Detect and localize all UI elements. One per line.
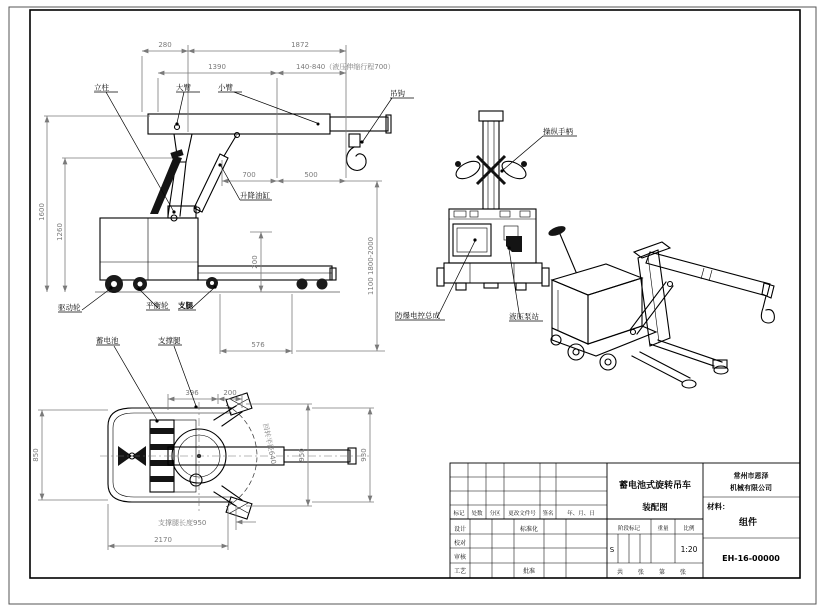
dim-1872: 1872 [291,41,309,49]
scale-label: 比例 [683,526,695,532]
rear-view [437,111,549,290]
stage-label: 阶段标记 [617,526,641,532]
dim-396: 396 [185,389,199,397]
drawing-frame [9,7,816,604]
dim-200-top: 200 [223,389,237,397]
material-value: 组件 [738,518,758,528]
dim-576: 576 [251,341,265,349]
weight-label: 重量 [657,526,669,532]
top-view [100,393,372,519]
rev-header-date: 年、月、日 [567,511,595,517]
label-rotation-range: 回转半径640 [261,422,278,465]
dim-1260: 1260 [56,223,64,241]
dim-700: 700 [242,171,256,179]
dim-280: 280 [158,41,172,49]
label-big-arm: 大臂 [176,83,191,92]
title-block [450,463,800,578]
drawing-subtitle: 装配图 [642,503,668,513]
dim-200-side: 200 [251,255,259,269]
dim-950: 950 [298,448,306,462]
label-lift-cylinder: 升降油缸 [240,191,270,200]
rev-header-mark: 标记 [453,511,465,517]
role-audit: 审核 [453,554,467,561]
dim-1390: 1390 [208,63,226,71]
label-outrigger: 支腿 [178,301,193,310]
sheet-zhang2: 张 [679,569,687,576]
role-design: 设计 [453,526,467,533]
label-leg-length: 支撑腿长度950 [158,519,207,527]
label-control-box: 防爆电控总成 [395,311,440,320]
label-small-arm: 小臂 [218,83,233,92]
dim-2170: 2170 [154,536,172,544]
dim-height-range: 1100 1800-2000 [367,236,375,296]
role-process: 工艺 [453,568,467,575]
label-battery: 蓄电池 [96,336,119,345]
sheet-page-label: 第 [658,569,666,576]
sheet-zhang1: 张 [637,569,645,576]
rev-header-zone: 分区 [489,511,501,517]
dim-telescopic-stroke: 140-840（液压伸缩行程700） [296,63,395,71]
rev-header-sign: 签名 [542,511,554,517]
drawing-title: 蓄电池式旋转吊车 [618,481,692,491]
stage-value: S [609,546,615,554]
label-handle: 操纵手柄 [543,127,573,136]
dim-1600: 1600 [38,203,46,221]
isometric-view [547,224,774,388]
top-view-labels [96,335,198,423]
side-view-dimensions [38,41,395,354]
label-pump-station: 液压泵站 [509,312,539,321]
material-label: 材料： [707,502,730,511]
label-balance-wheel: 平衡轮 [146,301,169,310]
company-name-line1: 常州市恩泽 [733,472,769,480]
company-name-line2: 机械有限公司 [730,484,772,492]
rev-header-doc: 更改文件号 [508,511,536,517]
label-column: 立柱 [94,83,109,92]
dim-850: 850 [32,448,40,462]
label-support-leg: 支撑腿 [158,336,181,345]
sheet-total-label: 共 [616,569,624,576]
part-number: EH-16-00000 [722,554,780,563]
role-standardization: 标准化 [519,526,539,533]
dim-930: 930 [360,448,368,462]
dim-500: 500 [304,171,318,179]
role-approve: 批准 [522,568,536,575]
label-drive-wheel: 驱动轮 [58,303,81,312]
role-proofread: 校对 [453,540,467,547]
side-view [95,114,391,296]
scale-value: 1:20 [680,545,698,554]
rev-header-count: 处数 [471,511,483,517]
label-hook: 吊钩 [390,89,405,98]
